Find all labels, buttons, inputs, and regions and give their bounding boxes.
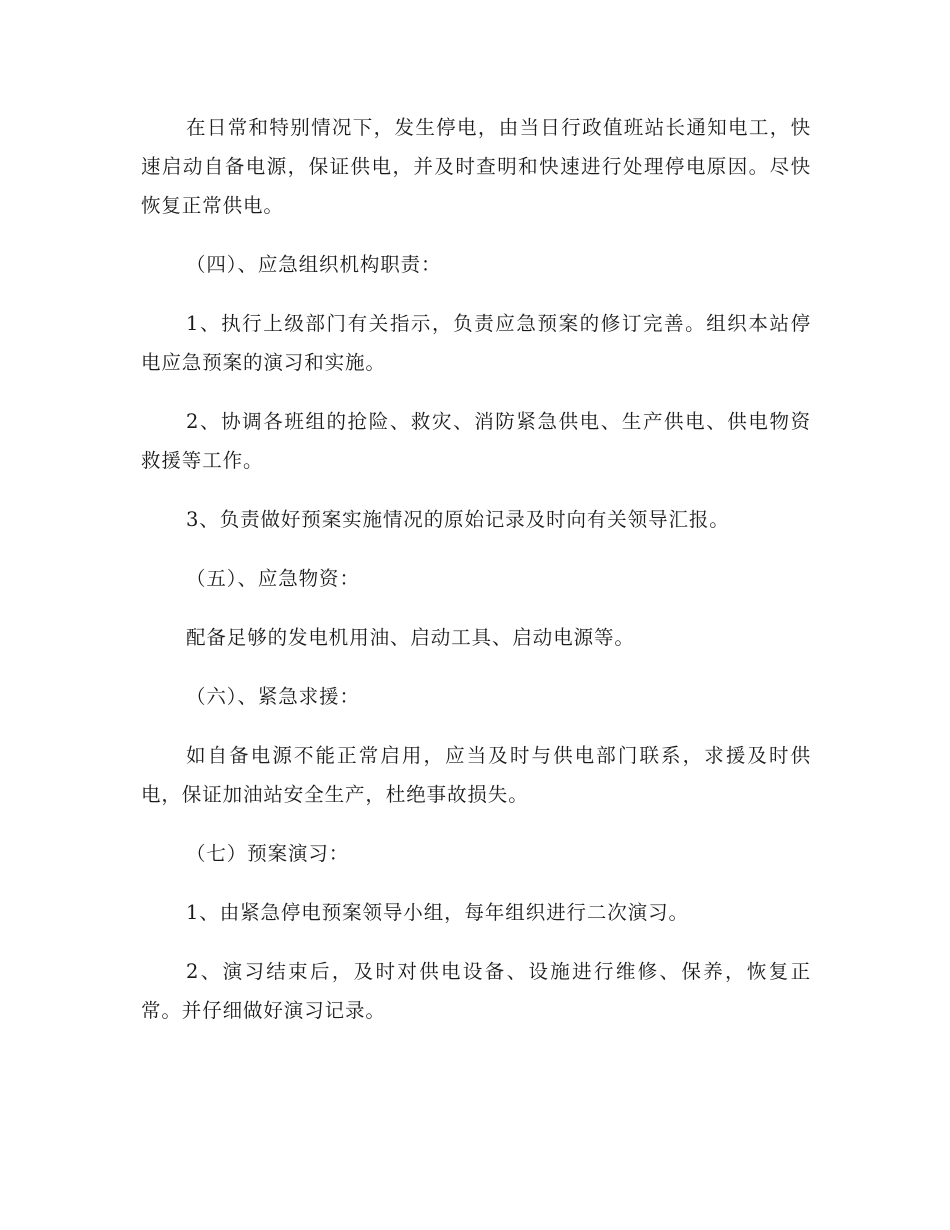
heading-emergency-organization-duties: （四）、应急组织机构职责： <box>186 253 442 276</box>
paragraph-duty-3: 3、负责做好预案实施情况的原始记录及时向有关领导汇报。 <box>186 508 730 531</box>
paragraph-emergency-supplies: 配备足够的发电机用油、启动工具、启动电源等。 <box>186 626 635 649</box>
paragraph-drill-2: 2、演习结束后，及时对供电设备、设施进行维修、保养，恢复正常。并仔细做好演习记录。 <box>141 960 811 1022</box>
heading-emergency-supplies: （五）、应急物资： <box>186 567 360 590</box>
heading-emergency-assistance: （六）、紧急求援： <box>186 685 360 708</box>
heading-plan-drill: （七）预案演习： <box>186 842 350 865</box>
document-body <box>141 108 811 1050</box>
paragraph-power-outage-procedure: 在日常和特别情况下，发生停电，由当日行政值班站长通知电工，快速启动自备电源，保证供电，并及时查明和快速进行处理停电原因。尽快恢复正常供电。 <box>141 116 811 217</box>
paragraph-emergency-assistance: 如自备电源不能正常启用，应当及时与供电部门联系，求援及时供电，保证加油站安全生产，杜绝事故损失。 <box>141 744 811 806</box>
paragraph-duty-2: 2、协调各班组的抢险、救灾、消防紧急供电、生产供电、供电物资救援等工作。 <box>141 410 811 472</box>
paragraph-drill-1: 1、由紧急停电预案领导小组，每年组织进行二次演习。 <box>186 901 689 924</box>
paragraph-duty-1: 1、执行上级部门有关指示，负责应急预案的修订完善。组织本站停电应急预案的演习和实施。 <box>141 312 811 374</box>
